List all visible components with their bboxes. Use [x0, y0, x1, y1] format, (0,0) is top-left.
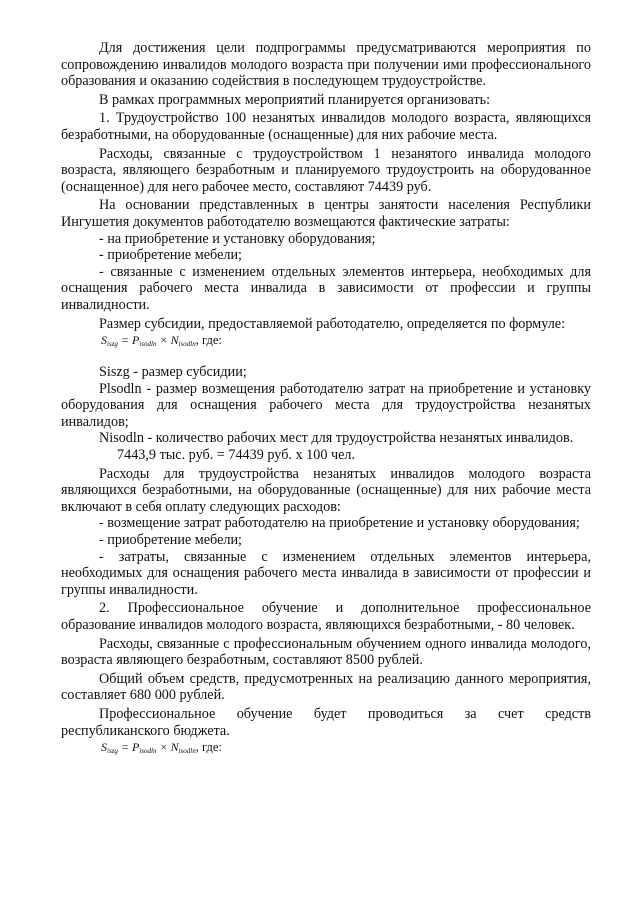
definition-siszg: Siszg - размер субсидии; — [99, 364, 247, 381]
formula-p-sub: isodln — [139, 747, 157, 756]
list-item-equipment: - на приобретение и установку оборудования; — [99, 230, 376, 247]
paragraph-planned-measures: В рамках программных мероприятий планируется организовать: — [99, 91, 491, 108]
paragraph-funding-source: Профессиональное обучение будет проводиться за счет средств республиканского бюджета. — [61, 705, 591, 739]
paragraph-training-costs: Расходы, связанные с профессиональным обучением одного инвалида молодого, возраста являющего безработным, составляют 8500 рублей. — [61, 635, 591, 669]
definition-nisodln: Nisodln - количество рабочих мест для трудоустройства незанятых инвалидов. — [99, 430, 574, 447]
formula-n-sub: isodln — [178, 340, 196, 349]
paragraph-subprogram-goal: Для достижения цели подпрограммы предусматриваются мероприятия по сопровождению инвалидов молодого возраста при получении ими профессионального образования и оказанию содействия в последующем трудоустройстве. — [61, 40, 591, 90]
paragraph-subsidy-formula-intro: Размер субсидии, предоставляемой работодателю, определяется по формуле: — [99, 315, 566, 332]
list-item-furniture: - приобретение мебели; — [99, 247, 242, 264]
formula-n-sub: isodln — [178, 747, 196, 756]
paragraph-total-funds: Общий объем средств, предусмотренных на реализацию данного мероприятия, составляет 680 000 рублей. — [61, 670, 591, 704]
formula-lhs-sub: iszg — [107, 747, 118, 756]
list-item-interior-2: - затраты, связанные с изменением отдельных элементов интерьера, необходимых для оснащения рабочего места инвалида в зависимости от профессии и группы инвалидности. — [61, 548, 591, 598]
paragraph-reimbursement-basis: На основании представленных в центры занятости населения Республики Ингушетия документов работодателю возмещаются фактические затраты: — [61, 197, 591, 230]
formula-times: × — [156, 333, 171, 348]
calculation-line: 7443,9 тыс. руб. = 74439 руб. х 100 чел. — [117, 447, 356, 464]
formula-eq: = — [117, 333, 133, 348]
list-item-reimbursement: - возмещение затрат работодателю на приобретение и установку оборудования; — [99, 515, 580, 532]
document-page — [61, 40, 591, 771]
list-item-interior: - связанные с изменением отдельных элементов интерьера, необходимых для оснащения рабочего места инвалида в зависимости от профессии и группы инвалидности. — [61, 263, 591, 313]
formula-tail: , где: — [195, 740, 222, 755]
paragraph-costs-per-disabled: Расходы, связанные с трудоустройством 1 незанятого инвалида молодого возраста, являющего безработным и планируемого трудоустроить на оборудованное (оснащенное) для него рабочее место, составляют 74439 руб. — [61, 145, 591, 195]
formula-lhs-sub: iszg — [107, 340, 118, 349]
formula-lhs: S — [101, 333, 107, 348]
formula-p: P — [132, 740, 140, 755]
paragraph-item-1-employment: 1. Трудоустройство 100 незанятых инвалидов молодого возраста, являющихся безработными, на оборудованные (оснащенные) для них рабочие места. — [61, 110, 591, 143]
subsidy-formula-2 — [101, 739, 591, 771]
paragraph-employment-costs: Расходы для трудоустройства незанятых инвалидов молодого возраста являющихся безработными, на оборудованные (оснащенные) для них рабочие места включают в себя оплату следующих расходов: — [61, 465, 591, 515]
formula-p-sub: isodln — [139, 340, 157, 349]
formula-lhs: S — [101, 740, 107, 755]
definition-plsodln: Plsodln - размер возмещения работодателю затрат на приобретение и установку оборудования для оснащения рабочего места для трудоустройства незанятых инвалидов; — [61, 380, 591, 430]
formula-times: × — [156, 740, 171, 755]
formula-eq: = — [117, 740, 133, 755]
paragraph-item-2-training: 2. Профессиональное обучение и дополнительное профессиональное образование инвалидов молодого возраста, являющихся безработными, - 80 человек. — [61, 600, 591, 633]
list-item-furniture-2: - приобретение мебели; — [99, 532, 242, 549]
formula-n: N — [170, 333, 179, 348]
subsidy-formula — [101, 332, 591, 364]
formula-tail: , где: — [195, 333, 222, 348]
formula-p: P — [132, 333, 140, 348]
formula-n: N — [170, 740, 179, 755]
